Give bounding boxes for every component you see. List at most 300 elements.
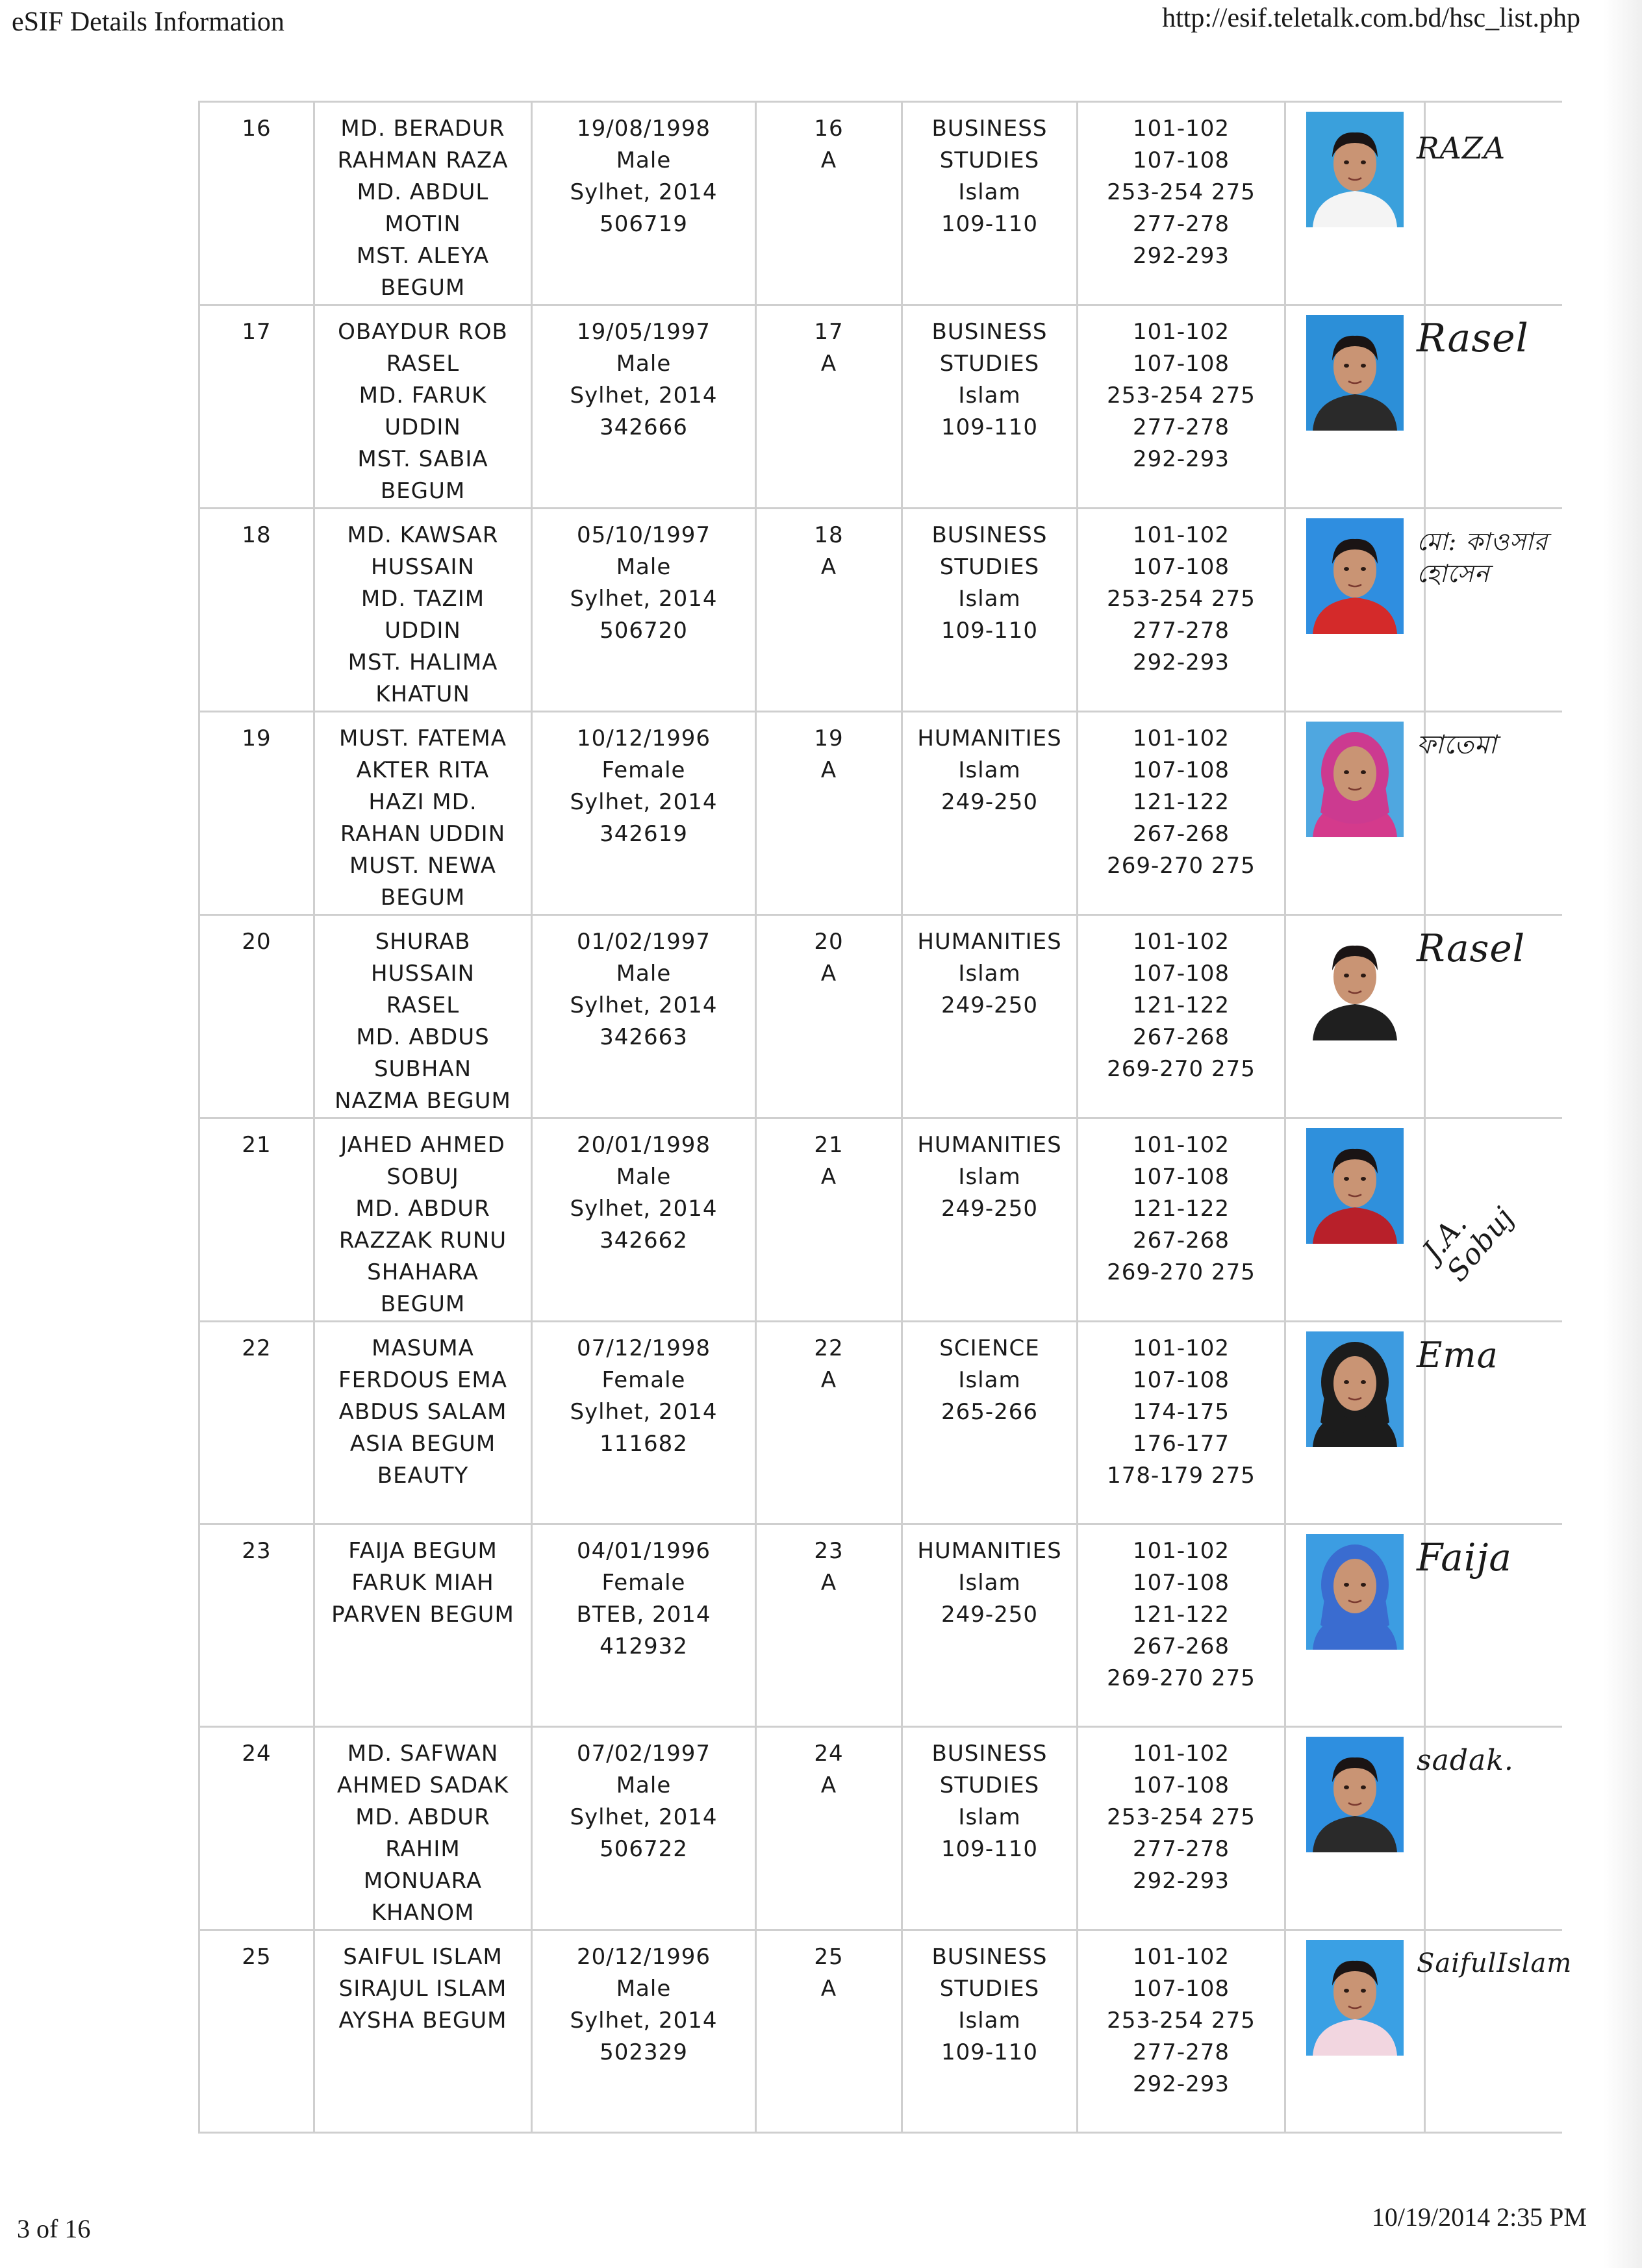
group-line: STUDIES	[939, 1976, 1040, 2002]
serial-cell	[199, 1524, 314, 1727]
photo-right-eye	[1361, 770, 1366, 774]
subject-code-line: 267-268	[1132, 821, 1230, 847]
roll-cell	[756, 1322, 902, 1524]
birth-info-cell	[532, 712, 756, 915]
subject-code-line: 107-108	[1132, 1367, 1230, 1393]
name-line: AHMED SADAK	[336, 1772, 509, 1798]
record-row	[199, 509, 1563, 712]
roll-line: A	[820, 554, 837, 580]
roll-line: 24	[814, 1741, 844, 1767]
group-line: Islam	[958, 586, 1021, 612]
name-line: ASIA BEGUM	[349, 1431, 496, 1457]
name-line: MD. ABDUR	[355, 1196, 490, 1222]
birth-info-line: 342662	[600, 1228, 688, 1254]
record-row	[199, 1322, 1563, 1524]
subject-code-line: 253-254 275	[1107, 179, 1256, 205]
name-line: SUBHAN	[373, 1056, 472, 1082]
birth-info-line: 04/01/1996	[577, 1538, 711, 1564]
roll-cell	[756, 1727, 902, 1930]
birth-info-cell	[532, 1727, 756, 1930]
group-line: Islam	[958, 1570, 1021, 1596]
subject-code-line: 292-293	[1132, 243, 1230, 269]
group-line: BUSINESS	[931, 1741, 1048, 1767]
group-cell	[902, 1524, 1078, 1727]
group-line: 109-110	[941, 1836, 1039, 1862]
birth-info-line: 506720	[600, 618, 688, 644]
name-line: RASEL	[386, 351, 460, 377]
subject-code-line: 269-270 275	[1107, 1665, 1256, 1691]
birth-info-line: 506722	[600, 1836, 688, 1862]
serial-number: 21	[242, 1132, 272, 1158]
group-line: STUDIES	[939, 1772, 1040, 1798]
birth-info-line: 502329	[600, 2039, 688, 2065]
subject-code-line: 174-175	[1132, 1399, 1230, 1425]
names-cell	[314, 1118, 532, 1322]
group-line: 249-250	[941, 789, 1039, 815]
signature-text: Faija	[1417, 1535, 1512, 1580]
name-line: MD. ABDUS	[356, 1024, 490, 1050]
serial-number: 25	[242, 1944, 272, 1970]
roll-line: 22	[814, 1335, 844, 1361]
serial-cell	[199, 1727, 314, 1930]
name-line: MOTIN	[385, 211, 461, 237]
subject-code-line: 292-293	[1132, 446, 1230, 472]
photo-right-eye	[1361, 160, 1366, 164]
record-row	[199, 1118, 1563, 1322]
photo-cell	[1285, 509, 1425, 712]
group-cell	[902, 712, 1078, 915]
photo-left-eye	[1344, 1380, 1349, 1384]
birth-info-line: 506719	[600, 211, 688, 237]
subject-code-line: 107-108	[1132, 1772, 1230, 1798]
page-number: 3 of 16	[17, 2214, 91, 2243]
birth-info-line: 111682	[600, 1431, 688, 1457]
group-cell	[902, 102, 1078, 305]
photo-cell	[1285, 712, 1425, 915]
roll-line: 16	[814, 116, 844, 142]
subject-code-line: 107-108	[1132, 147, 1230, 173]
name-line: OBAYDUR ROB	[338, 319, 508, 345]
birth-info-line: 20/01/1998	[577, 1132, 711, 1158]
subject-code-line: 107-108	[1132, 961, 1230, 987]
group-line: BUSINESS	[931, 1944, 1048, 1970]
serial-number: 24	[242, 1741, 272, 1767]
names-cell	[314, 712, 532, 915]
birth-info-cell	[532, 509, 756, 712]
student-photo	[1306, 1128, 1404, 1244]
name-line: KHANOM	[371, 1900, 475, 1926]
birth-info-line: Sylhet, 2014	[570, 992, 718, 1018]
photo-left-eye	[1344, 1989, 1349, 1993]
roll-line: 18	[814, 522, 844, 548]
birth-info-line: 19/05/1997	[577, 319, 711, 345]
roll-cell	[756, 102, 902, 305]
name-line: FARUK MIAH	[351, 1570, 494, 1596]
group-line: Islam	[958, 383, 1021, 409]
signature-text: SaifulIslam	[1417, 1948, 1573, 1978]
student-photo	[1306, 925, 1404, 1040]
student-photo	[1306, 518, 1404, 634]
subject-codes-cell	[1078, 305, 1285, 509]
name-line: MST. ALEYA	[356, 243, 490, 269]
subject-code-line: 176-177	[1132, 1431, 1230, 1457]
subject-code-line: 277-278	[1132, 211, 1230, 237]
group-cell	[902, 915, 1078, 1118]
group-line: Islam	[958, 1804, 1021, 1830]
roll-cell	[756, 305, 902, 509]
subject-codes-cell	[1078, 1524, 1285, 1727]
student-photo	[1306, 1737, 1404, 1852]
subject-code-line: 101-102	[1132, 319, 1230, 345]
subject-code-line: 121-122	[1132, 1602, 1230, 1628]
group-cell	[902, 1727, 1078, 1930]
birth-info-line: Male	[616, 351, 672, 377]
group-cell	[902, 1118, 1078, 1322]
name-line: MUST. NEWA	[349, 853, 497, 879]
subject-code-line: 107-108	[1132, 757, 1230, 783]
photo-right-eye	[1361, 1380, 1366, 1384]
group-line: HUMANITIES	[917, 1538, 1062, 1564]
birth-info-line: 342663	[600, 1024, 688, 1050]
name-line: MD. FARUK	[359, 383, 487, 409]
name-line: MUST. FATEMA	[338, 725, 507, 751]
name-line: MST. SABIA	[357, 446, 488, 472]
roll-cell	[756, 712, 902, 915]
name-line: JAHED AHMED	[340, 1132, 505, 1158]
student-photo	[1306, 1331, 1404, 1447]
birth-info-line: Male	[616, 1976, 672, 2002]
name-line: HUSSAIN	[371, 554, 475, 580]
birth-info-line: 10/12/1996	[577, 725, 711, 751]
birth-info-cell	[532, 1322, 756, 1524]
signature-cell	[1417, 1322, 1563, 1524]
roll-line: A	[820, 147, 837, 173]
student-photo	[1306, 1940, 1404, 2056]
name-line: MD. SAFWAN	[347, 1741, 499, 1767]
names-cell	[314, 915, 532, 1118]
subject-codes-cell	[1078, 509, 1285, 712]
birth-info-cell	[532, 1524, 756, 1727]
subject-codes-cell	[1078, 915, 1285, 1118]
group-line: 249-250	[941, 1602, 1039, 1628]
subject-code-line: 101-102	[1132, 1538, 1230, 1564]
name-line: RAHIM	[385, 1836, 461, 1862]
serial-cell	[199, 305, 314, 509]
record-row	[199, 102, 1563, 305]
group-line: 109-110	[941, 211, 1039, 237]
photo-right-eye	[1361, 1583, 1366, 1587]
birth-info-line: Male	[616, 554, 672, 580]
roll-line: 17	[814, 319, 844, 345]
birth-info-line: Sylhet, 2014	[570, 586, 718, 612]
group-line: Islam	[958, 961, 1021, 987]
serial-cell	[199, 1322, 314, 1524]
group-line: BUSINESS	[931, 319, 1048, 345]
subject-code-line: 269-270 275	[1107, 1056, 1256, 1082]
roll-cell	[756, 915, 902, 1118]
serial-number: 22	[242, 1335, 272, 1361]
roll-line: 19	[814, 725, 844, 751]
photo-cell	[1285, 1118, 1425, 1322]
name-line: SAIFUL ISLAM	[343, 1944, 503, 1970]
subject-code-line: 101-102	[1132, 1944, 1230, 1970]
birth-info-line: 342619	[600, 821, 688, 847]
names-cell	[314, 1322, 532, 1524]
subject-code-line: 267-268	[1132, 1633, 1230, 1659]
serial-number: 17	[242, 319, 272, 345]
name-line: FAIJA BEGUM	[348, 1538, 498, 1564]
roll-line: A	[820, 351, 837, 377]
signature-cell	[1417, 1524, 1563, 1727]
student-photo	[1306, 722, 1404, 837]
subject-code-line: 101-102	[1132, 522, 1230, 548]
birth-info-line: 342666	[600, 414, 688, 440]
photo-face	[1333, 746, 1376, 801]
photo-right-eye	[1361, 567, 1366, 571]
signature-text: Rasel	[1417, 316, 1529, 361]
subject-code-line: 101-102	[1132, 116, 1230, 142]
photo-cell	[1285, 102, 1425, 305]
page-header-url[interactable]: http://esif.teletalk.com.bd/hsc_list.php	[1162, 3, 1580, 33]
subject-code-line: 253-254 275	[1107, 586, 1256, 612]
subject-code-line: 253-254 275	[1107, 383, 1256, 409]
records-body	[199, 102, 1573, 2133]
group-line: 249-250	[941, 992, 1039, 1018]
photo-left-eye	[1344, 974, 1349, 977]
name-line: PARVEN BEGUM	[331, 1602, 514, 1628]
birth-info-line: Male	[616, 961, 672, 987]
subject-code-line: 277-278	[1132, 1836, 1230, 1862]
birth-info-line: 19/08/1998	[577, 116, 711, 142]
subject-code-line: 121-122	[1132, 1196, 1230, 1222]
group-line: 265-266	[941, 1399, 1039, 1425]
name-line: RAHAN UDDIN	[340, 821, 506, 847]
serial-number: 20	[242, 929, 272, 955]
names-cell	[314, 509, 532, 712]
name-line: MONUARA	[363, 1868, 483, 1894]
birth-info-line: BTEB, 2014	[576, 1602, 711, 1628]
roll-cell	[756, 1118, 902, 1322]
group-line: SCIENCE	[939, 1335, 1040, 1361]
birth-info-line: 07/02/1997	[577, 1741, 711, 1767]
birth-info-line: 07/12/1998	[577, 1335, 711, 1361]
subject-code-line: 267-268	[1132, 1024, 1230, 1050]
scan-edge-shadow	[1603, 0, 1642, 2268]
serial-cell	[199, 915, 314, 1118]
signature-cell	[1417, 1930, 1573, 2133]
photo-cell	[1285, 1727, 1425, 1930]
subject-codes-cell	[1078, 1727, 1285, 1930]
roll-line: 21	[814, 1132, 844, 1158]
birth-info-line: Sylhet, 2014	[570, 2008, 718, 2034]
subject-code-line: 277-278	[1132, 414, 1230, 440]
photo-cell	[1285, 1322, 1425, 1524]
photo-right-eye	[1361, 1177, 1366, 1181]
group-cell	[902, 1930, 1078, 2133]
name-line: ABDUS SALAM	[338, 1399, 507, 1425]
group-line: STUDIES	[939, 147, 1040, 173]
group-line: 249-250	[941, 1196, 1039, 1222]
serial-number: 19	[242, 725, 272, 751]
birth-info-line: Sylhet, 2014	[570, 1804, 718, 1830]
subject-code-line: 121-122	[1132, 789, 1230, 815]
name-line: SIRAJUL ISLAM	[338, 1976, 507, 2002]
group-line: BUSINESS	[931, 116, 1048, 142]
subject-code-line: 121-122	[1132, 992, 1230, 1018]
birth-info-cell	[532, 915, 756, 1118]
group-line: Islam	[958, 1164, 1021, 1190]
name-line: MST. HALIMA	[347, 649, 498, 675]
signature-cell	[1416, 1118, 1563, 1322]
roll-line: A	[820, 1976, 837, 2002]
photo-left-eye	[1344, 567, 1349, 571]
subject-codes-cell	[1078, 1118, 1285, 1322]
name-line: UDDIN	[385, 414, 461, 440]
group-line: Islam	[958, 757, 1021, 783]
subject-code-line: 107-108	[1132, 1164, 1230, 1190]
name-line: BEGUM	[380, 478, 466, 504]
subject-code-line: 107-108	[1132, 1976, 1230, 2002]
record-row	[199, 305, 1563, 509]
name-line: HAZI MD.	[368, 789, 477, 815]
subject-code-line: 107-108	[1132, 351, 1230, 377]
name-line: MD. KAWSAR	[347, 522, 499, 548]
subject-code-line: 101-102	[1132, 1132, 1230, 1158]
name-line: AYSHA BEGUM	[338, 2008, 507, 2034]
roll-line: A	[820, 757, 837, 783]
serial-cell	[199, 712, 314, 915]
photo-right-eye	[1361, 1989, 1366, 1993]
subject-code-line: 101-102	[1132, 725, 1230, 751]
student-photo	[1306, 1534, 1404, 1650]
subject-code-line: 253-254 275	[1107, 1804, 1256, 1830]
name-line: SHAHARA	[367, 1259, 479, 1285]
subject-code-line: 292-293	[1132, 1868, 1230, 1894]
record-row	[199, 1524, 1563, 1727]
photo-right-eye	[1361, 1785, 1366, 1789]
birth-info-line: Female	[601, 1367, 686, 1393]
photo-cell	[1285, 915, 1425, 1118]
birth-info-cell	[532, 305, 756, 509]
group-line: 109-110	[941, 618, 1039, 644]
names-cell	[314, 1524, 532, 1727]
names-cell	[314, 102, 532, 305]
name-line: FERDOUS EMA	[338, 1367, 507, 1393]
birth-info-cell	[532, 1930, 756, 2133]
subject-code-line: 253-254 275	[1107, 2008, 1256, 2034]
serial-cell	[199, 102, 314, 305]
group-line: HUMANITIES	[917, 725, 1062, 751]
birth-info-line: Male	[616, 147, 672, 173]
signature-text: Ema	[1417, 1335, 1498, 1376]
birth-info-line: Sylhet, 2014	[570, 789, 718, 815]
roll-line: 25	[814, 1944, 844, 1970]
roll-cell	[756, 509, 902, 712]
name-line: BEGUM	[380, 1291, 466, 1317]
birth-info-line: Male	[616, 1164, 672, 1190]
photo-left-eye	[1344, 1785, 1349, 1789]
name-line: MD. TAZIM	[360, 586, 485, 612]
serial-cell	[199, 1118, 314, 1322]
serial-number: 18	[242, 522, 272, 548]
group-line: STUDIES	[939, 554, 1040, 580]
name-line: MASUMA	[372, 1335, 474, 1361]
group-line: Islam	[958, 1367, 1021, 1393]
name-line: SOBUJ	[386, 1164, 459, 1190]
photo-right-eye	[1361, 364, 1366, 368]
name-line: AKTER RITA	[356, 757, 490, 783]
birth-info-line: Sylhet, 2014	[570, 1399, 718, 1425]
names-cell	[314, 305, 532, 509]
name-line: RAZZAK RUNU	[338, 1228, 507, 1254]
photo-face	[1333, 1356, 1376, 1411]
print-timestamp: 10/19/2014 2:35 PM	[1371, 2202, 1587, 2232]
signature-text: ফাতেমা	[1417, 730, 1497, 760]
group-cell	[902, 1322, 1078, 1524]
birth-info-line: 412932	[600, 1633, 688, 1659]
signature-text: Rasel	[1417, 926, 1526, 970]
group-line: HUMANITIES	[917, 1132, 1062, 1158]
roll-line: 20	[814, 929, 844, 955]
roll-line: 23	[814, 1538, 844, 1564]
group-line: Islam	[958, 179, 1021, 205]
photo-right-eye	[1361, 974, 1366, 977]
roll-line: A	[820, 1570, 837, 1596]
subject-codes-cell	[1078, 102, 1285, 305]
student-photo	[1306, 315, 1404, 431]
photo-left-eye	[1344, 160, 1349, 164]
subject-code-line: 178-179 275	[1107, 1463, 1256, 1489]
subject-codes-cell	[1078, 1322, 1285, 1524]
student-records-table	[198, 101, 1573, 2134]
serial-cell	[199, 509, 314, 712]
roll-cell	[756, 1524, 902, 1727]
signature-text: RAZA	[1417, 131, 1506, 166]
record-row	[199, 1930, 1563, 2133]
roll-cell	[756, 1930, 902, 2133]
subject-code-line: 277-278	[1132, 618, 1230, 644]
serial-cell	[199, 1930, 314, 2133]
subject-code-line: 101-102	[1132, 1741, 1230, 1767]
group-line: Islam	[958, 2008, 1021, 2034]
name-line: BEGUM	[380, 275, 466, 301]
photo-left-eye	[1344, 770, 1349, 774]
photo-cell	[1285, 1524, 1425, 1727]
record-row	[199, 712, 1563, 915]
subject-code-line: 107-108	[1132, 554, 1230, 580]
signature-text: মো: কাওসার হোসেন	[1417, 527, 1548, 588]
group-cell	[902, 305, 1078, 509]
name-line: BEAUTY	[377, 1463, 469, 1489]
signature-cell	[1417, 712, 1563, 915]
birth-info-line: 01/02/1997	[577, 929, 711, 955]
name-line: RAHMAN RAZA	[337, 147, 509, 173]
roll-line: A	[820, 1164, 837, 1190]
name-line: MD. BERADUR	[340, 116, 505, 142]
birth-info-cell	[532, 1118, 756, 1322]
subject-code-line: 269-270 275	[1107, 1259, 1256, 1285]
signature-text: J.A. Sobuj	[1416, 1200, 1521, 1288]
roll-line: A	[820, 1367, 837, 1393]
serial-number: 23	[242, 1538, 272, 1564]
birth-info-line: Sylhet, 2014	[570, 1196, 718, 1222]
name-line: UDDIN	[385, 618, 461, 644]
group-line: HUMANITIES	[917, 929, 1062, 955]
subject-code-line: 292-293	[1132, 649, 1230, 675]
birth-info-line: Sylhet, 2014	[570, 383, 718, 409]
signature-text: sadak.	[1417, 1744, 1514, 1777]
birth-info-line: Female	[601, 757, 686, 783]
